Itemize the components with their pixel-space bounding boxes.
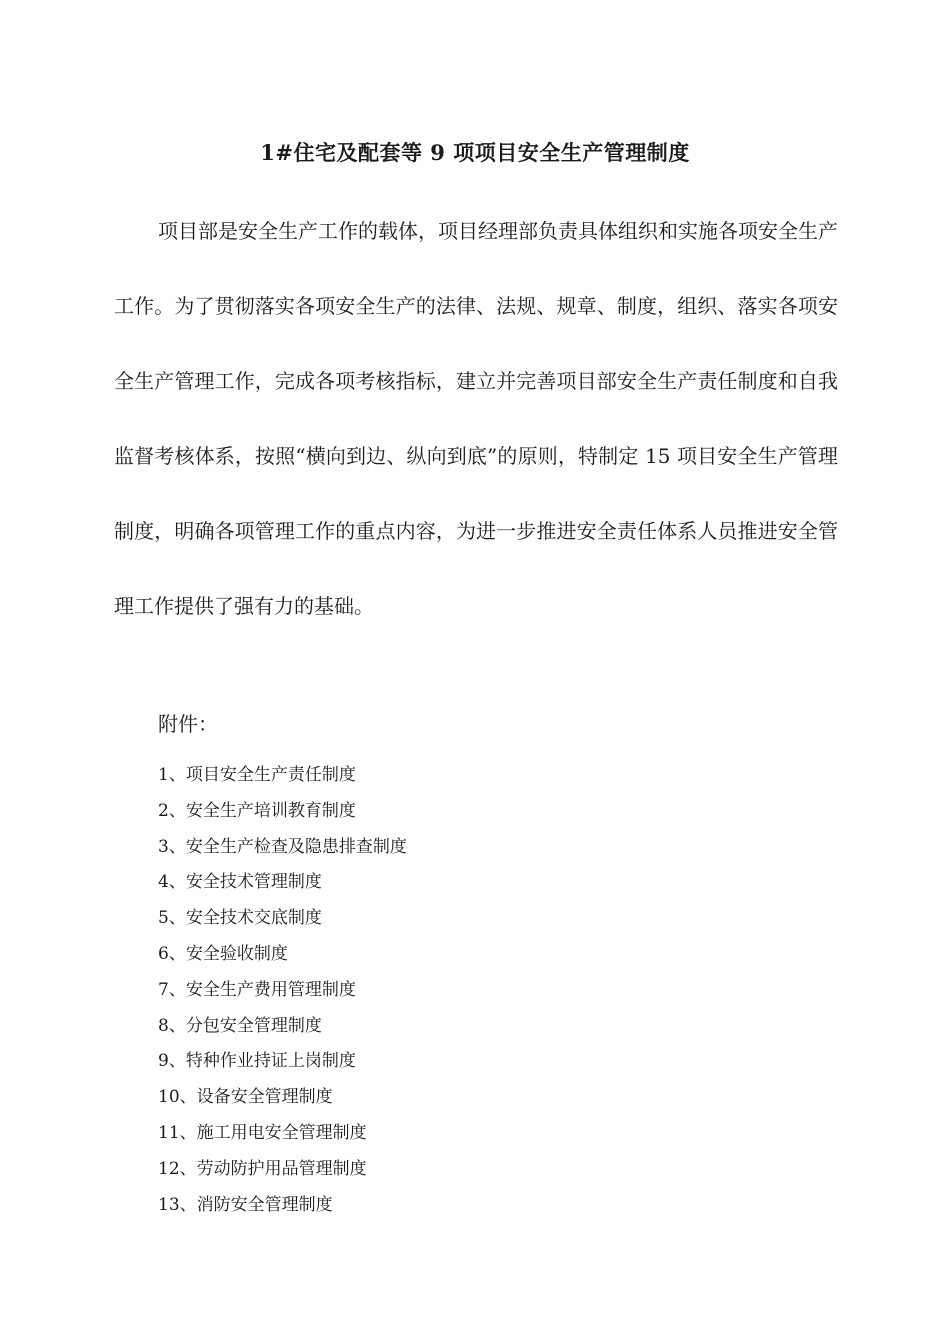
- attachment-item: 7、安全生产费用管理制度: [158, 979, 356, 1000]
- attachment-item: 9、特种作业持证上岗制度: [158, 1051, 356, 1072]
- attachment-item: 6、安全验收制度: [158, 943, 288, 964]
- attachments-list: [158, 758, 407, 1223]
- attachment-item: 4、安全技术管理制度: [158, 872, 322, 893]
- intro-paragraph: 项目部是安全生产工作的载体，项目经理部负责具体组织和实施各项安全生产工作。为了贯彻落实各项安全生产的法律、法规、规章、制度，组织、落实各项安全生产管理工作，完成各项考核指标，建立并完善项目部安全生产责任制度和自我监督考核体系，按照“横向到边、纵向到底”的原则，特制定 15 项目安全生产管理制度，明确各项管理工作的重点内容，为进一步推进安全责任体系人员推进安全管理工作提供了强有力的基础。: [114, 219, 838, 618]
- attachment-item: 1、项目安全生产责任制度: [158, 765, 356, 785]
- attachment-item: 8、分包安全管理制度: [158, 1015, 322, 1036]
- attachments-label: 附件：: [158, 712, 218, 736]
- attachment-item: 13、消防安全管理制度: [158, 1194, 333, 1215]
- attachment-item: 11、施工用电安全管理制度: [158, 1122, 367, 1143]
- attachment-item: 12、劳动防护用品管理制度: [158, 1158, 367, 1179]
- attachment-item: 2、安全生产培训教育制度: [158, 800, 356, 821]
- attachment-item: 5、安全技术交底制度: [158, 908, 322, 929]
- document-title: 1#住宅及配套等 9 项项目安全生产管理制度: [260, 140, 690, 165]
- attachment-item: 3、安全生产检查及隐患排查制度: [158, 836, 407, 857]
- attachment-item: 10、设备安全管理制度: [158, 1087, 333, 1108]
